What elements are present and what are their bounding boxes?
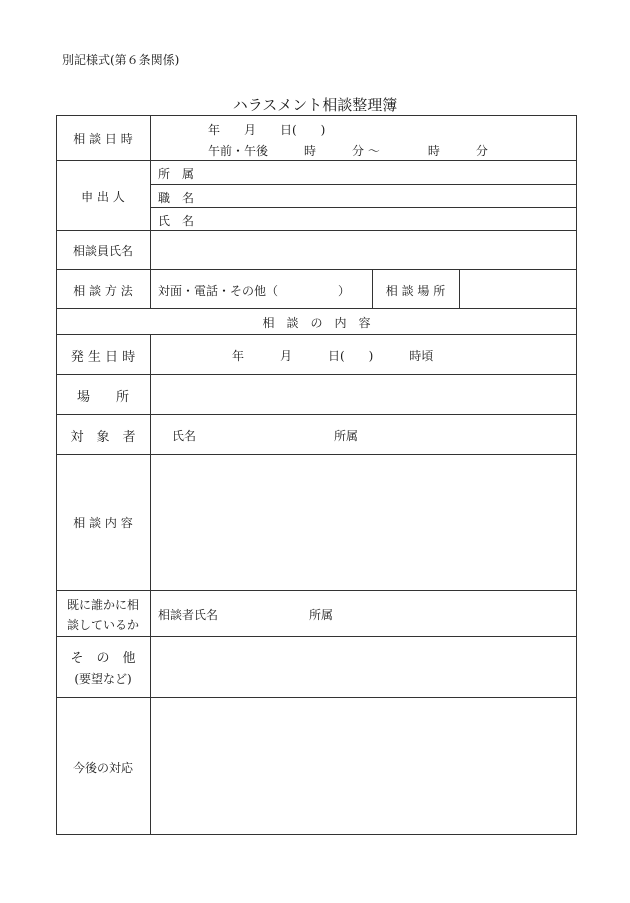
applicant-affiliation-field[interactable]: 所 属 (158, 167, 195, 181)
target-label: 対 象 者 (70, 430, 136, 445)
consult-time-field[interactable]: 午前・午後 時 分 〜 時 分 (208, 144, 488, 158)
section-header: 相 談 の 内 容 (262, 316, 371, 330)
applicant-name-field[interactable]: 氏 名 (158, 214, 195, 228)
place-field[interactable] (151, 375, 576, 414)
response-field[interactable] (151, 698, 576, 834)
content-field[interactable] (151, 455, 576, 590)
response-label: 今後の対応 (72, 761, 133, 775)
header-note: 別記様式(第６条関係) (62, 53, 180, 67)
other-field[interactable] (151, 637, 576, 697)
occurrence-field[interactable]: 年 月 日( ) 時頃 (232, 349, 434, 363)
target-name-field[interactable]: 氏名 (172, 429, 197, 443)
page-title: ハラスメント相談整理簿 (232, 96, 398, 114)
other-label-line2: (要望など) (74, 672, 132, 686)
content-label: 相 談 内 容 (73, 516, 133, 530)
consultant-name-field[interactable] (151, 231, 576, 269)
already-name-field[interactable]: 相談者氏名 (158, 608, 219, 622)
consult-date-field[interactable]: 年 月 日( ) (208, 123, 326, 137)
consult-place-field[interactable] (460, 270, 576, 308)
target-affiliation-field[interactable]: 所属 (334, 429, 359, 443)
method-label: 相 談 方 法 (73, 284, 133, 298)
place-label: 場 所 (76, 390, 129, 405)
consult-place-label: 相 談 場 所 (385, 284, 446, 298)
already-label-line2: 談しているか (66, 618, 139, 632)
applicant-position-field[interactable]: 職 名 (158, 191, 195, 205)
consultant-name-label: 相談員氏名 (72, 244, 133, 258)
consult-datetime-label: 相 談 日 時 (73, 132, 133, 146)
already-label-line1: 既に誰かに相 (66, 598, 139, 612)
already-affiliation-field[interactable]: 所属 (309, 608, 334, 622)
occurrence-label: 発 生 日 時 (70, 350, 136, 365)
other-label-line1: そ の 他 (70, 651, 136, 666)
method-field[interactable]: 対面・電話・その他（ ） (158, 284, 351, 298)
applicant-label: 申 出 人 (81, 190, 125, 204)
